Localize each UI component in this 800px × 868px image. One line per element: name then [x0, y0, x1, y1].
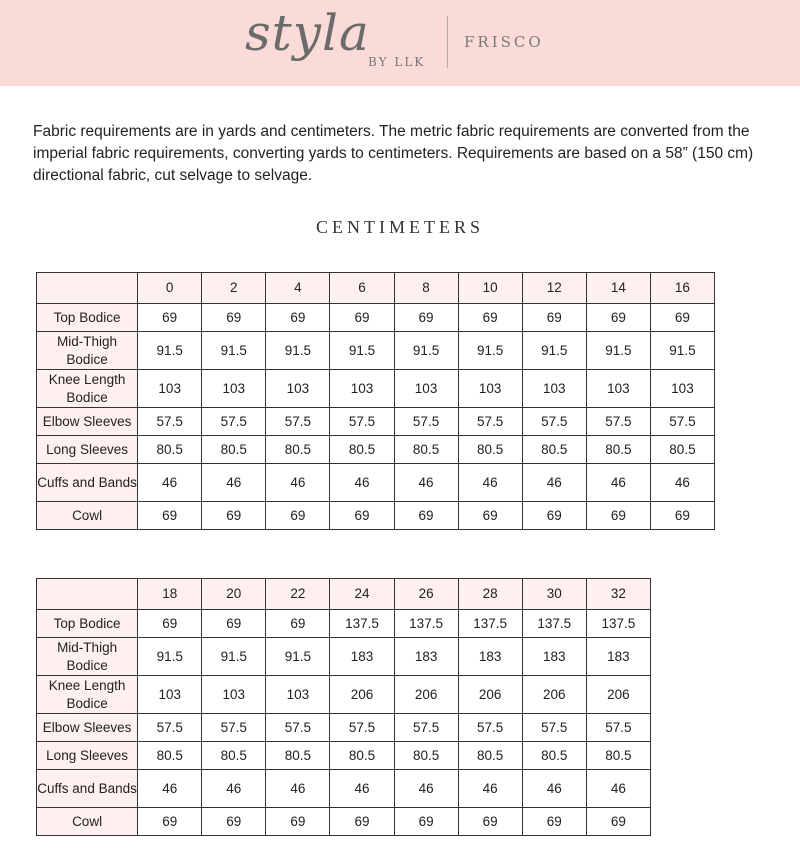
table-cell: 46: [330, 770, 394, 808]
requirements-table-2: [36, 578, 651, 836]
table-row: [37, 464, 715, 502]
table-cell: 183: [458, 638, 522, 676]
table-cell: 103: [522, 370, 586, 408]
table-cell: 80.5: [202, 436, 266, 464]
table-cell: 91.5: [458, 332, 522, 370]
size-header: 6: [330, 273, 394, 304]
table-cell: 69: [330, 808, 394, 836]
table-cell: 69: [138, 808, 202, 836]
table-cell: 57.5: [202, 714, 266, 742]
size-header: 12: [522, 273, 586, 304]
table-cell: 46: [202, 464, 266, 502]
table-cell: 80.5: [650, 436, 714, 464]
table-row: [37, 714, 651, 742]
table-cell: 103: [586, 370, 650, 408]
table-cell: 57.5: [266, 408, 330, 436]
table-cell: 57.5: [330, 408, 394, 436]
header-banner: [0, 0, 800, 86]
row-label: Knee Length Bodice: [37, 676, 138, 714]
table-cell: 69: [202, 304, 266, 332]
table-cell: 69: [522, 304, 586, 332]
table-row: [37, 408, 715, 436]
table-cell: 91.5: [394, 332, 458, 370]
size-header: 26: [394, 579, 458, 610]
table-row: [37, 436, 715, 464]
table-cell: 91.5: [650, 332, 714, 370]
table-cell: 57.5: [522, 714, 586, 742]
table-cell: 69: [394, 304, 458, 332]
table-row: [37, 676, 651, 714]
table-cell: 69: [522, 502, 586, 530]
header-divider: [447, 16, 448, 68]
table-cell: 69: [394, 502, 458, 530]
table-cell: 80.5: [458, 742, 522, 770]
table-cell: 91.5: [586, 332, 650, 370]
table-cell: 46: [586, 770, 650, 808]
table-cell: 46: [330, 464, 394, 502]
table-cell: 69: [650, 304, 714, 332]
table-cell: 69: [138, 304, 202, 332]
table-row: [37, 332, 715, 370]
table-cell: 69: [394, 808, 458, 836]
table-cell: 137.5: [458, 610, 522, 638]
row-label: Cowl: [37, 808, 138, 836]
table-cell: 69: [458, 808, 522, 836]
styla-logo: styla: [245, 4, 370, 62]
table-cell: 91.5: [138, 638, 202, 676]
table-cell: 137.5: [522, 610, 586, 638]
table-cell: 103: [266, 370, 330, 408]
table-row: [37, 742, 651, 770]
table-cell: 46: [266, 464, 330, 502]
size-header-row: [37, 579, 651, 610]
section-title: CENTIMETERS: [316, 217, 484, 237]
size-header: 24: [330, 579, 394, 610]
row-label: Top Bodice: [37, 610, 138, 638]
size-header: 8: [394, 273, 458, 304]
table-cell: 91.5: [202, 332, 266, 370]
table-cell: 80.5: [522, 436, 586, 464]
table-cell: 206: [586, 676, 650, 714]
table-cell: 69: [266, 808, 330, 836]
size-header: 18: [138, 579, 202, 610]
table-cell: 80.5: [522, 742, 586, 770]
table-cell: 103: [330, 370, 394, 408]
row-label: Elbow Sleeves: [37, 408, 138, 436]
table-cell: 80.5: [394, 436, 458, 464]
corner-cell: [37, 273, 138, 304]
table-row: [37, 304, 715, 332]
table-cell: 46: [394, 770, 458, 808]
table-cell: 69: [458, 304, 522, 332]
table-row: [37, 610, 651, 638]
table-cell: 69: [202, 502, 266, 530]
table-cell: 103: [458, 370, 522, 408]
table-cell: 137.5: [394, 610, 458, 638]
row-label: Knee Length Bodice: [37, 370, 138, 408]
table-cell: 46: [458, 464, 522, 502]
table-cell: 103: [202, 676, 266, 714]
intro-paragraph: Fabric requirements are in yards and centimeters. The metric fabric requirements are converted from the imperial fabric requirements, converting yards to centimeters. Requirements are based on a 58” (150 cm) directional fabric, cut selvage to selvage.: [33, 123, 754, 184]
requirements-table-1: [36, 272, 715, 530]
size-header: 2: [202, 273, 266, 304]
table-cell: 80.5: [138, 742, 202, 770]
table-cell: 57.5: [586, 408, 650, 436]
table-cell: 57.5: [266, 714, 330, 742]
table-cell: 91.5: [202, 638, 266, 676]
table-cell: 206: [458, 676, 522, 714]
logo-byline: BY LLK: [368, 55, 426, 69]
table-cell: 46: [138, 464, 202, 502]
table-cell: 69: [586, 502, 650, 530]
table-cell: 57.5: [650, 408, 714, 436]
table-cell: 57.5: [458, 714, 522, 742]
table-cell: 57.5: [522, 408, 586, 436]
table-cell: 183: [394, 638, 458, 676]
row-label: Cuffs and Bands: [37, 464, 138, 502]
table-cell: 46: [522, 770, 586, 808]
table-cell: 91.5: [138, 332, 202, 370]
table-cell: 57.5: [586, 714, 650, 742]
table-cell: 206: [330, 676, 394, 714]
table-cell: 69: [458, 502, 522, 530]
table-cell: 69: [138, 610, 202, 638]
size-header: 22: [266, 579, 330, 610]
table-cell: 80.5: [330, 436, 394, 464]
size-header: 20: [202, 579, 266, 610]
pattern-name: FRISCO: [464, 33, 544, 51]
table-cell: 80.5: [266, 436, 330, 464]
table-cell: 80.5: [586, 436, 650, 464]
table-cell: 80.5: [266, 742, 330, 770]
row-label: Top Bodice: [37, 304, 138, 332]
table-cell: 103: [202, 370, 266, 408]
table-cell: 80.5: [458, 436, 522, 464]
corner-cell: [37, 579, 138, 610]
size-header: 16: [650, 273, 714, 304]
table-cell: 103: [394, 370, 458, 408]
row-label: Long Sleeves: [37, 436, 138, 464]
table-cell: 57.5: [394, 408, 458, 436]
table-cell: 46: [394, 464, 458, 502]
table-cell: 69: [586, 808, 650, 836]
size-header: 0: [138, 273, 202, 304]
table-cell: 69: [330, 502, 394, 530]
table-cell: 103: [266, 676, 330, 714]
table-cell: 91.5: [266, 638, 330, 676]
table-cell: 80.5: [138, 436, 202, 464]
table-cell: 57.5: [138, 408, 202, 436]
table-cell: 103: [650, 370, 714, 408]
table-cell: 80.5: [330, 742, 394, 770]
table-cell: 206: [394, 676, 458, 714]
size-header: 10: [458, 273, 522, 304]
table-row: [37, 638, 651, 676]
table-cell: 69: [330, 304, 394, 332]
table-row: [37, 502, 715, 530]
table-cell: 46: [202, 770, 266, 808]
table-cell: 80.5: [586, 742, 650, 770]
table-cell: 46: [138, 770, 202, 808]
table-cell: 69: [202, 610, 266, 638]
table-cell: 46: [522, 464, 586, 502]
table-cell: 183: [522, 638, 586, 676]
size-header: 32: [586, 579, 650, 610]
table-row: [37, 770, 651, 808]
table-cell: 69: [202, 808, 266, 836]
table-cell: 69: [138, 502, 202, 530]
table-cell: 206: [522, 676, 586, 714]
table-cell: 46: [458, 770, 522, 808]
table-cell: 46: [266, 770, 330, 808]
size-header-row: [37, 273, 715, 304]
table-cell: 69: [266, 610, 330, 638]
table-cell: 46: [586, 464, 650, 502]
table-cell: 69: [266, 502, 330, 530]
table-cell: 69: [650, 502, 714, 530]
row-label: Mid-Thigh Bodice: [37, 332, 138, 370]
table-cell: 57.5: [458, 408, 522, 436]
table-cell: 57.5: [330, 714, 394, 742]
table-cell: 91.5: [522, 332, 586, 370]
table-cell: 57.5: [394, 714, 458, 742]
row-label: Cuffs and Bands: [37, 770, 138, 808]
table-cell: 57.5: [202, 408, 266, 436]
table-cell: 69: [522, 808, 586, 836]
table-cell: 91.5: [266, 332, 330, 370]
table-cell: 183: [586, 638, 650, 676]
table-cell: 103: [138, 370, 202, 408]
size-header: 28: [458, 579, 522, 610]
row-label: Long Sleeves: [37, 742, 138, 770]
table-cell: 183: [330, 638, 394, 676]
table-row: [37, 808, 651, 836]
size-header: 30: [522, 579, 586, 610]
row-label: Elbow Sleeves: [37, 714, 138, 742]
table-cell: 69: [586, 304, 650, 332]
table-cell: 91.5: [330, 332, 394, 370]
row-label: Mid-Thigh Bodice: [37, 638, 138, 676]
row-label: Cowl: [37, 502, 138, 530]
table-cell: 57.5: [138, 714, 202, 742]
table-cell: 137.5: [330, 610, 394, 638]
table-cell: 80.5: [202, 742, 266, 770]
table-cell: 69: [266, 304, 330, 332]
table-row: [37, 370, 715, 408]
table-cell: 103: [138, 676, 202, 714]
table-cell: 137.5: [586, 610, 650, 638]
size-header: 14: [586, 273, 650, 304]
table-cell: 46: [650, 464, 714, 502]
table-cell: 80.5: [394, 742, 458, 770]
size-header: 4: [266, 273, 330, 304]
